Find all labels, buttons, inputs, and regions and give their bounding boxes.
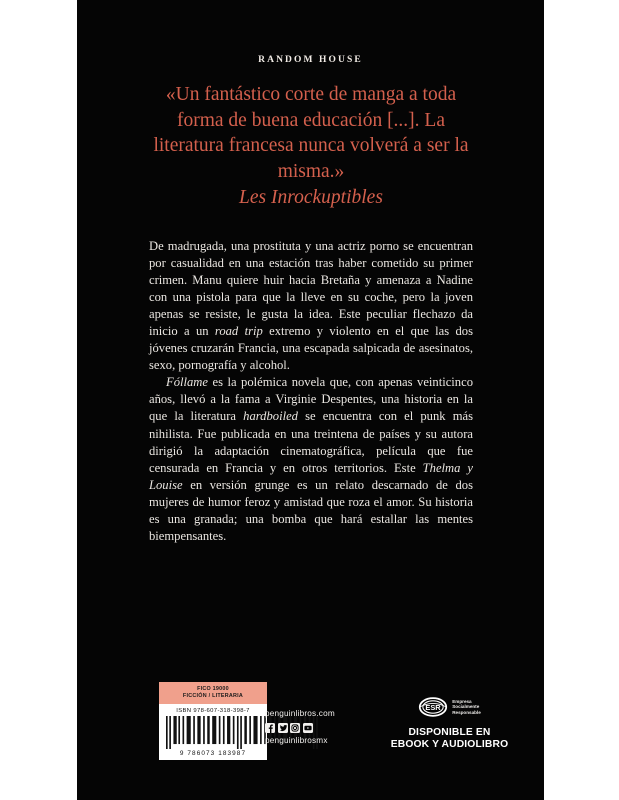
social-links — [265, 723, 335, 733]
blurb-p2-italic-thelma-louise: Thelma y Louise — [149, 460, 474, 492]
blurb-p2-text-3: en versión grunge es un relato descarnado de dos mujeres de humor feroz y amistad que roza el amor. Su historia es una granada; una bomba que hará estallar las mentes biempensantes. — [149, 477, 473, 543]
esr-caption-line-3: Responsable — [452, 709, 481, 715]
penguin-handle[interactable]: penguinlibrosmx — [265, 736, 328, 745]
blurb-p1-text-2: extremo y violento en el que las dos jóvenes cruzarán Francia, una escapada salpicada de asesinatos, sexo, pornografía y alcohol. — [149, 324, 474, 373]
publisher-imprint: RANDOM HOUSE — [258, 55, 363, 65]
blurb-p1-text-1: De madrugada, una prostituta y una actriz porno se encuentran por casualidad en una estación tras haber cometido su primer crimen. Manu quiere huir hacia Bretaña y amenaza a Nadine con una pistola para que la lleve en su coche, pero la joven apenas se resiste, le gusta la idea. Este peculiar flechazo da inicio a un — [149, 239, 473, 339]
instagram-icon[interactable] — [290, 723, 300, 733]
barcode-digits: 9 786073 183987 — [179, 750, 247, 758]
penguin-website[interactable]: penguinlibros.com — [265, 709, 335, 718]
blurb-p2-text-2: se encuentra con el punk más nihilista. Fue publicada en una treintena de países y su autora dirigió la adaptación cinematográfica, película que fue censurada en Francia y en otros territorios. Este — [149, 409, 473, 475]
blurb-p1-italic-road-trip: road trip — [214, 324, 263, 339]
blurb-p2-italic-hardboiled: hardboiled — [243, 409, 298, 424]
facebook-icon[interactable] — [265, 723, 275, 733]
barcode-block — [159, 682, 267, 760]
esr-caption — [452, 699, 481, 716]
book-back-cover — [77, 0, 544, 800]
penguin-web-block — [265, 708, 335, 747]
availability-line-2: EBOOK Y AUDIOLIBRO — [390, 739, 509, 751]
esr-caption-line-2: Socialmente — [452, 704, 480, 710]
pull-quote-source: Les Inrockuptibles — [239, 187, 383, 208]
cover-footer — [77, 678, 544, 800]
pull-quote-text: «Un fantástico corte de manga a toda forma de buena educación [...]. La literatura francesa nunca volverá a ser la misma.» — [153, 84, 469, 182]
blurb-p2-text-1: es la polémica novela que, con apenas veinticinco años, llevó a la fama a Virginie Despentes, una historia en la que la literatura — [149, 375, 473, 424]
bisac-code: FICO 19000 — [197, 685, 229, 692]
bisac-label — [159, 682, 267, 704]
isbn-text: ISBN 978-607-318-398-7 — [176, 708, 250, 715]
pull-quote — [151, 82, 471, 211]
svg-text:ESR: ESR — [425, 703, 441, 713]
back-cover-blurb — [149, 238, 473, 545]
esr-logo-row — [387, 696, 512, 718]
blurb-p2-italic-title: Fóllame — [166, 375, 208, 390]
availability-note — [387, 727, 512, 752]
esr-block — [387, 696, 512, 752]
blurb-paragraph-1 — [149, 238, 473, 374]
bisac-category: FICCIÓN / LITERARIA — [182, 693, 244, 700]
twitter-icon[interactable] — [278, 723, 288, 733]
blurb-paragraph-2 — [149, 374, 473, 544]
youtube-icon[interactable] — [303, 723, 313, 733]
availability-line-1: DISPONIBLE EN — [408, 727, 491, 738]
esr-caption-line-1: Empresa — [452, 698, 472, 704]
esr-seal-icon — [418, 696, 448, 718]
